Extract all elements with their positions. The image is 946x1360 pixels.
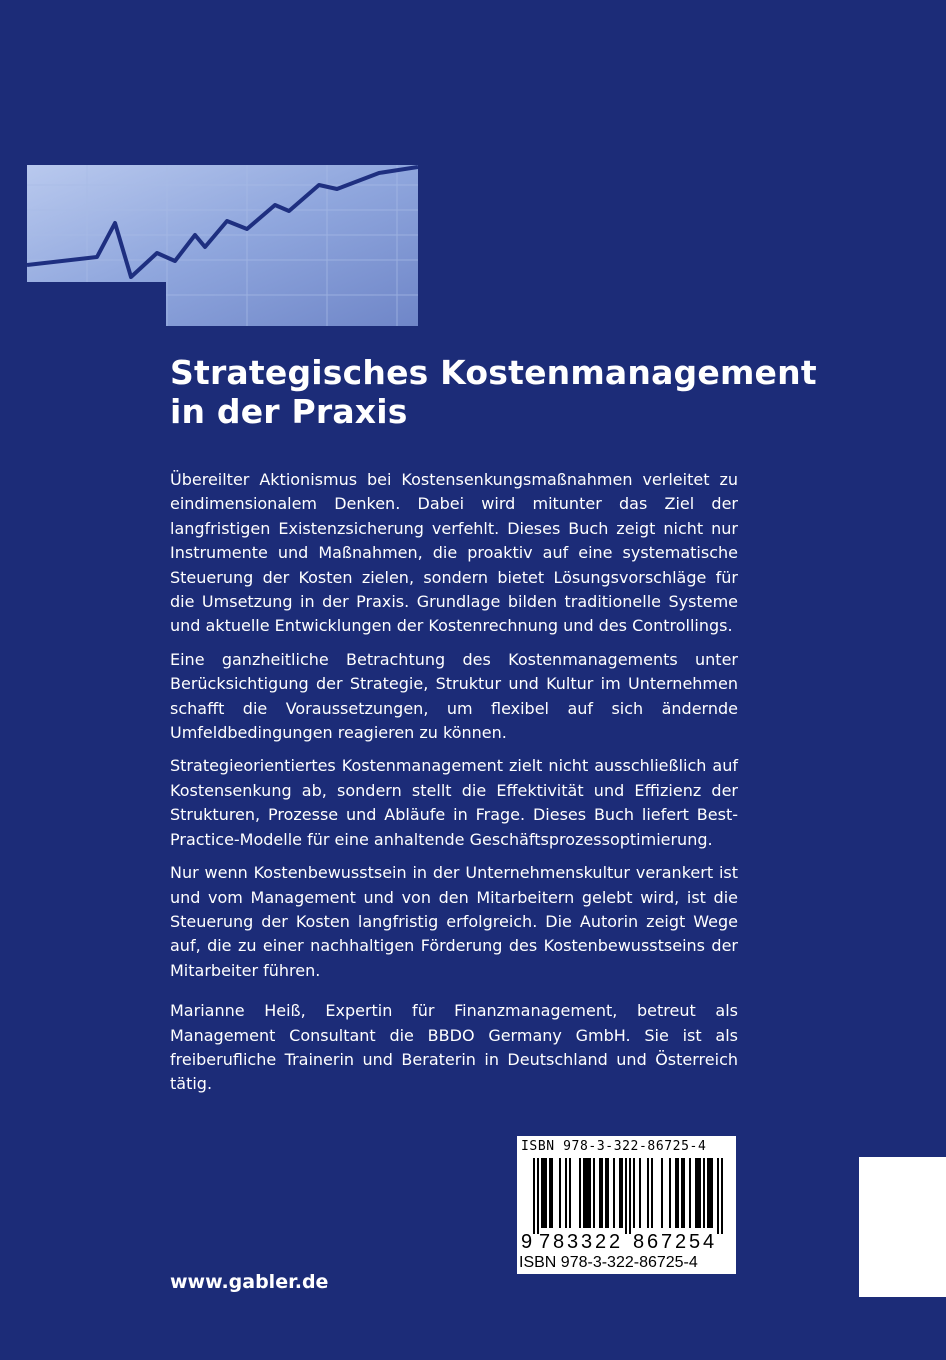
barcode-bars (517, 1158, 736, 1236)
barcode-bar (697, 1158, 699, 1228)
barcode-digit: 2 (675, 1231, 687, 1253)
barcode-bar (549, 1158, 551, 1228)
title-line-2: in der Praxis (170, 392, 408, 431)
barcode-digit: 8 (633, 1231, 645, 1253)
barcode-bar (621, 1158, 623, 1228)
barcode-digit: 5 (689, 1231, 701, 1253)
barcode-digit: 6 (647, 1231, 659, 1253)
barcode-bar (613, 1158, 615, 1228)
barcode-digit: 2 (609, 1231, 621, 1253)
barcode-bar (711, 1158, 713, 1228)
blurb-paragraph: Übereilter Aktionismus bei Kostensenkungsmaßnahmen verleitet zu eindimensionalem Denken. Dabei wird mitunter das Ziel der langfristigen Existenzsicherung verfehlt. Dieses Buch zeigt nicht nur Instrumente und Maßnahmen, die proaktiv auf eine systematische Steuerung der Kosten zielen, sondern bietet Lösungsvorschläge für die Umsetzung in der Praxis. Grundlage bilden traditionelle Systeme und aktuelle Entwicklungen der Kostenrechnung und des Controllings. (170, 470, 738, 636)
barcode-bar (683, 1158, 685, 1228)
barcode-bar (703, 1158, 705, 1228)
barcode-bar (629, 1158, 631, 1234)
barcode-bar (717, 1158, 719, 1234)
barcode-bar (707, 1158, 709, 1228)
barcode-bar (533, 1158, 535, 1234)
barcode-bar (681, 1158, 683, 1228)
barcode-bar (585, 1158, 587, 1228)
barcode-digit: 7 (539, 1231, 551, 1253)
barcode-bar (541, 1158, 543, 1228)
barcode-bar (605, 1158, 607, 1228)
barcode-digit: 9 (521, 1231, 533, 1253)
isbn-barcode (517, 1136, 736, 1274)
barcode-bar (689, 1158, 691, 1228)
title-line-1: Strategisches Kostenmanagement (170, 353, 817, 392)
barcode-bar (543, 1158, 545, 1228)
blurb (170, 468, 738, 1106)
barcode-bar (565, 1158, 567, 1228)
barcode-bar (545, 1158, 547, 1228)
barcode-bar (551, 1158, 553, 1228)
white-label-area (859, 1157, 946, 1297)
barcode-bar (709, 1158, 711, 1228)
barcode-digit: 4 (703, 1231, 715, 1253)
barcode-digit: 2 (595, 1231, 607, 1253)
barcode-bar (593, 1158, 595, 1228)
barcode-digit: 7 (661, 1231, 673, 1253)
barcode-bar (695, 1158, 697, 1228)
publisher-website: www.gabler.de (170, 1271, 329, 1293)
barcode-bar (599, 1158, 601, 1228)
blurb-paragraph: Strategieorientiertes Kostenmanagement zielt nicht ausschließlich auf Kostensenkung ab, sondern stellt die Effektivität und Effizienz der Strukturen, Prozesse und Abläufe in Frage. Dieses Buch liefert Best-Practice-Modelle für eine anhaltende Geschäftsprozessoptimierung. (170, 756, 738, 849)
barcode-bar (579, 1158, 581, 1228)
barcode-bar (633, 1158, 635, 1228)
isbn-label-bottom: ISBN 978-3-322-86725-4 (519, 1254, 698, 1271)
barcode-digit: 3 (567, 1231, 579, 1253)
barcode-bar (583, 1158, 585, 1228)
barcode-bar (559, 1158, 561, 1228)
barcode-bar (537, 1158, 539, 1234)
barcode-bar (601, 1158, 603, 1228)
barcode-bar (569, 1158, 571, 1228)
barcode-bar (647, 1158, 649, 1228)
barcode-bar (661, 1158, 663, 1228)
barcode-bar (625, 1158, 627, 1234)
barcode-bar (619, 1158, 621, 1228)
barcode-digit: 8 (553, 1231, 565, 1253)
blurb-paragraph: Eine ganzheitliche Betrachtung des Kostenmanagements unter Berücksichtigung der Strategie, Struktur und Kultur im Unternehmen schafft die Voraussetzungen, um flexibel auf sich ändernde Umfeldbedingungen reagieren zu können. (170, 649, 738, 743)
barcode-bar (587, 1158, 589, 1228)
blurb-paragraph: Nur wenn Kostenbewusstsein in der Unternehmenskultur verankert ist und vom Management und von den Mitarbeitern gelebt wird, ist die Steuerung der Kosten langfristig erfolgreich. Die Autorin zeigt Wege auf, die zu einer nachhaltigen Förderung des Kostenbewusstseins der Mitarbeiter führen. (170, 863, 738, 980)
book-title (170, 353, 817, 431)
barcode-bar (669, 1158, 671, 1228)
barcode-bar (721, 1158, 723, 1234)
barcode-bar (677, 1158, 679, 1228)
barcode-digit: 3 (581, 1231, 593, 1253)
barcode-bar (651, 1158, 653, 1228)
barcode-bar (639, 1158, 641, 1228)
barcode-bar (607, 1158, 609, 1228)
barcode-bar (699, 1158, 701, 1228)
barcode-bar (589, 1158, 591, 1228)
isbn-label-top: ISBN 978-3-322-86725-4 (521, 1139, 707, 1154)
author-bio: Marianne Heiß, Expertin für Finanzmanagement, betreut als Management Consultant die BBDO Germany GmbH. Sie ist als freiberufliche Trainerin und Beraterin in Deutschland und Österreich tätig. (170, 1001, 738, 1094)
stock-chart-illustration (27, 165, 418, 326)
barcode-bar (675, 1158, 677, 1228)
